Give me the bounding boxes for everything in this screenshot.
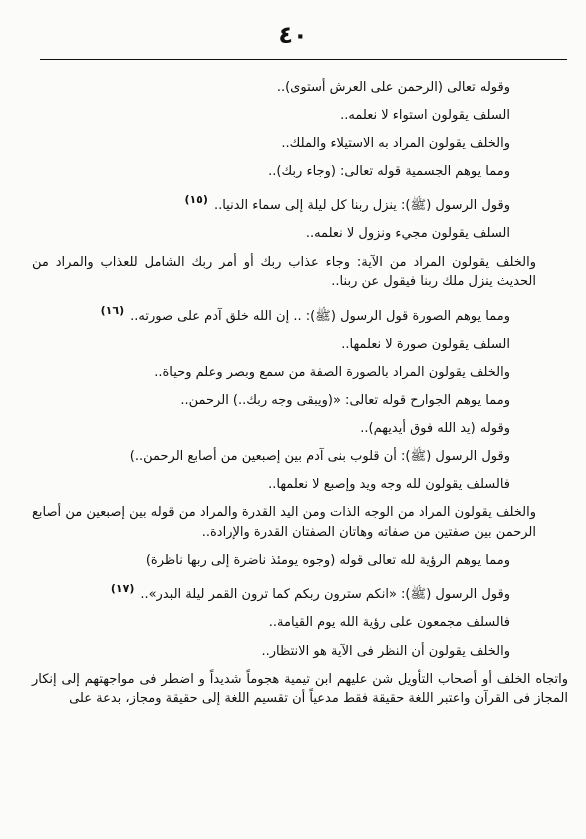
paragraph — [32, 162, 568, 182]
paragraph-text: ومما يوهم الجوارح قوله تعالى: «(ويبقى وجه ربك..) الرحمن.. — [180, 392, 510, 408]
paragraph-text: السلف يقولون مجيء ونزول لا نعلمه.. — [305, 226, 510, 242]
paragraph — [32, 78, 568, 98]
paragraph-text: وقول الرسول (ﷺ): ينزل ربنا كل ليلة إلى سماء الدنيا.. — [213, 198, 510, 214]
paragraph-text: وقول الرسول (ﷺ): أن قلوب بنى آدم بين إصبعين من أصابع الرحمن..) — [129, 449, 510, 465]
paragraph-text: وقوله (يد الله فوق أيديهم).. — [360, 420, 510, 436]
footnote-marker[interactable]: (١٧) — [110, 582, 135, 596]
paragraph — [32, 190, 568, 216]
footnote-marker[interactable]: (١٦) — [100, 303, 125, 317]
footnote-marker[interactable]: (١٥) — [184, 193, 208, 207]
paragraph — [32, 642, 568, 662]
paragraph — [32, 579, 568, 605]
paragraph — [32, 363, 568, 383]
paragraph-text: السلف يقولون استواء لا نعلمه.. — [340, 108, 510, 124]
page-number: ٤٠ — [278, 21, 308, 49]
header-rule — [40, 59, 567, 60]
paragraph-text: والخلف يقولون المراد من الوجه الذات ومن اليد القدرة والمراد من قوله بين إصبعين من أصابع الرحمن بين صفتين من صفاته وهاتان الصفتان القدرة والإرادة.. — [32, 505, 536, 540]
paragraph-text: فالسلف يقولون لله وجه ويد وإصبع لا نعلمها.. — [268, 477, 510, 493]
paragraph — [32, 613, 568, 633]
paragraph — [32, 503, 568, 542]
paragraph-text: ومما يوهم الجسمية قوله تعالى: (وجاء ربك).. — [268, 164, 510, 180]
paragraph — [32, 224, 568, 244]
paragraph-text: والخلف يقولون المراد بالصورة الصفة من سمع وبصر وعلم وحياة.. — [154, 364, 510, 380]
paragraph — [32, 335, 568, 355]
paragraph-text: واتجاه الخلف أو أصحاب التأويل شن عليهم ابن تيمية هجوماً شديداً و اضطر فى مواجهتهم إلى إنكار المجاز فى القرآن واعتبر اللغة حقيقة فقط مدعياً أن تقسيم اللغة إلى حقيقة ومجاز، بدعة على — [32, 671, 568, 707]
paragraph-text: والخلف يقولون المراد من الآية: وجاء عذاب ربك أو أمر ربك الشامل للعذاب والمراد من الحديث ينزل ملك ربنا فيقول عن ربنا.. — [32, 254, 536, 290]
paragraph-text: ومما يوهم الرؤية لله تعالى قوله (وجوه يومئذ ناضرة إلى ربها ناظرة) — [145, 553, 510, 569]
page-text — [32, 78, 568, 717]
paragraph — [32, 134, 568, 154]
paragraph — [32, 301, 568, 327]
paragraph — [32, 670, 568, 709]
paragraph — [32, 419, 568, 439]
paragraph-text: السلف يقولون صورة لا نعلمها.. — [341, 336, 510, 352]
paragraph — [32, 447, 568, 467]
paragraph-text: وقول الرسول (ﷺ): «انكم سترون ربكم كما ترون القمر ليلة البدر».. — [140, 587, 510, 603]
paragraph — [32, 475, 568, 495]
paragraph-text: والخلف يقولون أن النظر فى الآية هو الانتظار.. — [261, 643, 510, 659]
paragraph — [32, 253, 568, 292]
paragraph — [32, 551, 568, 571]
paragraph-text: وقوله تعالى (الرحمن على العرش أستوى).. — [276, 80, 510, 95]
paragraph — [32, 106, 568, 126]
paragraph — [32, 391, 568, 411]
paragraph-text: فالسلف مجمعون على رؤية الله يوم القيامة.. — [268, 615, 510, 631]
paragraph-text: ومما يوهم الصورة قول الرسول (ﷺ): .. إن الله خلق آدم على صورته.. — [130, 308, 510, 324]
paragraph-text: والخلف يقولون المراد به الاستيلاء والملك.. — [281, 136, 510, 152]
